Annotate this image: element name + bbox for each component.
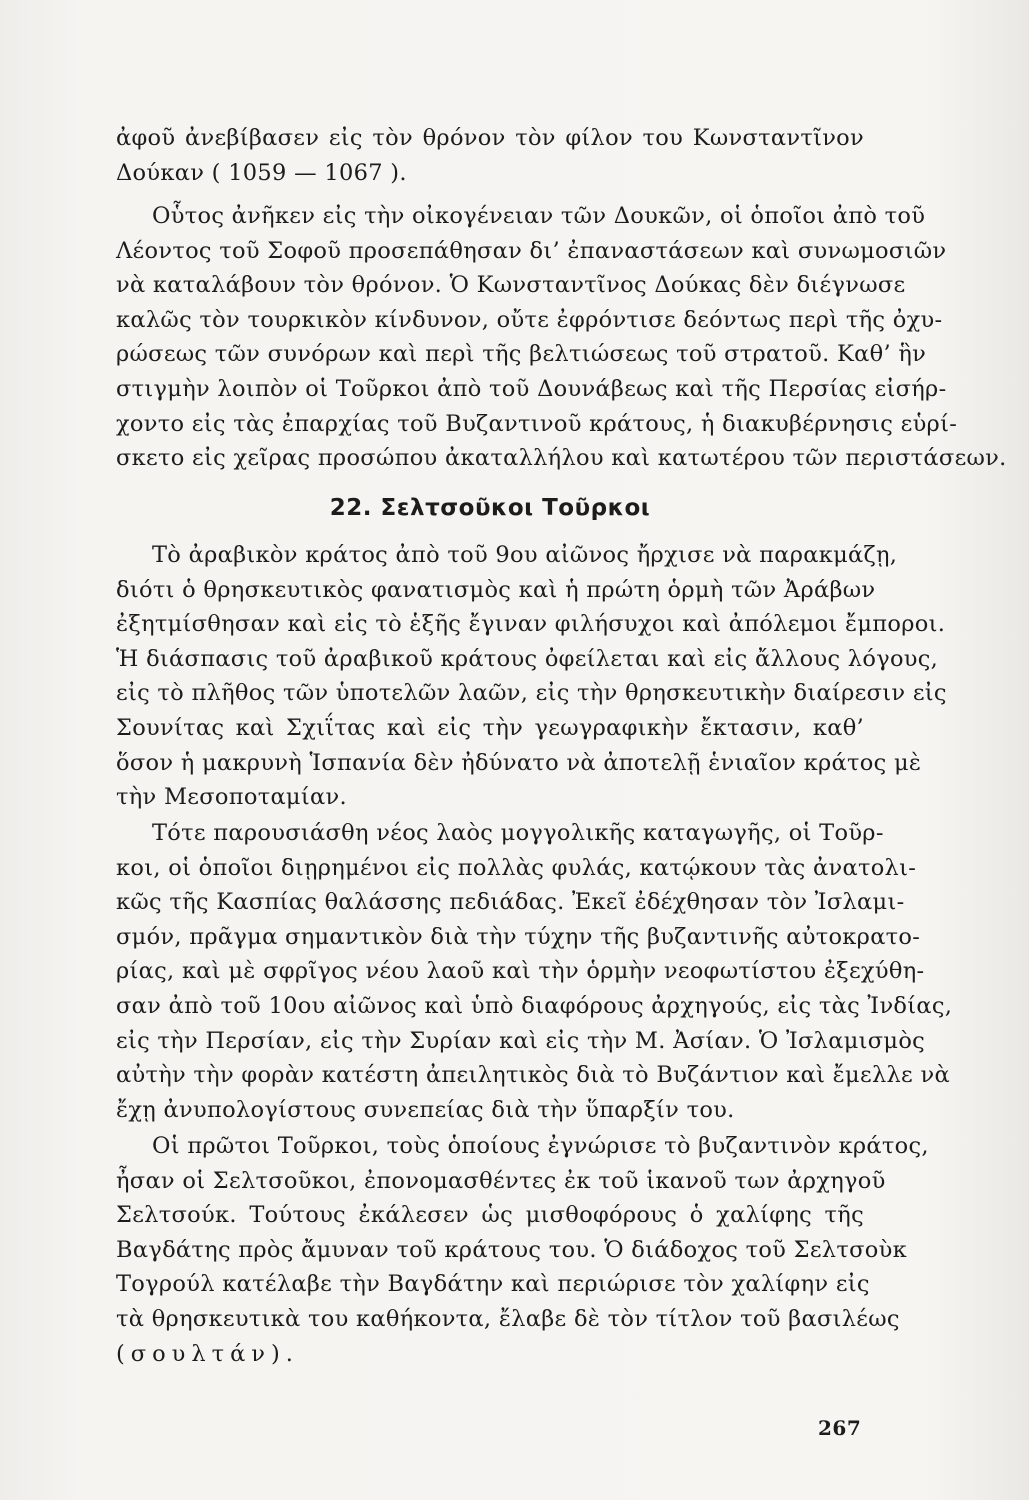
text-line: ἦσαν οἱ Σελτσοῦκοι, ἐπονομασθέντες ἐκ τοῦ ἱκανοῦ των ἀρχηγοῦ: [116, 1167, 886, 1194]
text-line: σαν ἀπὸ τοῦ 10ου αἰῶνος καὶ ὑπὸ διαφόρους ἀρχηγούς, εἰς τὰς Ἰνδίας,: [116, 992, 953, 1019]
text-line: Τογρούλ κατέλαβε τὴν Βαγδάτην καὶ περιώρισε τὸν χαλίφην εἰς: [116, 1271, 870, 1298]
text-line: Σουνίτας καὶ Σχιΐτας καὶ εἰς τὴν γεωγραφικὴν ἔκτασιν, καθ’: [116, 714, 864, 741]
text-line: Σελτσούκ. Τούτους ἐκάλεσεν ὡς μισθοφόρους ὁ χαλίφης τῆς: [116, 1202, 864, 1229]
section-heading: 22. Σελτσοῦκοι Τοῦρκοι: [329, 495, 651, 521]
text-line: Τότε παρουσιάσθη νέος λαὸς μογγολικῆς καταγωγῆς, οἱ Τοῦρ-: [152, 820, 884, 846]
paragraph-seljuks: [116, 1129, 929, 1371]
text-line: σκετο εἰς χεῖρας προσώπου ἀκαταλλήλου καὶ κατωτέρου τῶν περιστάσεων.: [116, 445, 1007, 472]
text-line: Δούκαν ( 1059 — 1067 ).: [116, 159, 407, 186]
text-line: ὅσον ἡ μακρυνὴ Ἱσπανία δὲν ἠδύνατο νὰ ἀποτελῇ ἑνιαῖον κράτος μὲ: [116, 749, 922, 776]
text-line: ρώσεως τῶν συνόρων καὶ περὶ τῆς βελτιώσεως τοῦ στρατοῦ. Καθ’ ἣν: [116, 341, 927, 368]
text-line: κοι, οἱ ὁποῖοι διῃρημένοι εἰς πολλὰς φυλάς, κατῴκουν τὰς ἀνατολι-: [116, 854, 917, 881]
text-line: Οὗτος ἀνῆκεν εἰς τὴν οἰκογένειαν τῶν Δουκῶν, οἱ ὁποῖοι ἀπὸ τοῦ: [152, 203, 926, 229]
paragraph-continuation: [116, 121, 864, 190]
text-line: καλῶς τὸν τουρκικὸν κίνδυνον, οὔτε ἐφρόντισε δεόντως περὶ τῆς ὀχυ-: [116, 306, 943, 333]
text-line: Οἱ πρῶτοι Τοῦρκοι, τοὺς ὁποίους ἐγνώρισε τὸ βυζαντινὸν κράτος,: [152, 1133, 929, 1159]
text-line: Τὸ ἀραβικὸν κράτος ἀπὸ τοῦ 9ου αἰῶνος ἤρχισε νὰ παρακμάζῃ,: [152, 542, 898, 568]
text-line: ρίας, καὶ μὲ σφρῖγος νέου λαοῦ καὶ τὴν ὁρμὴν νεοφωτίστου ἐξεχύθη-: [116, 958, 925, 985]
text-line: νὰ καταλάβουν τὸν θρόνον. Ὁ Κωνσταντῖνος Δούκας δὲν διέγνωσε: [116, 272, 906, 299]
text-line: ἀφοῦ ἀνεβίβασεν εἰς τὸν θρόνον τὸν φίλον του Κωνσταντῖνον: [116, 125, 864, 151]
text-line: ἐξητμίσθησαν καὶ εἰς τὸ ἑξῆς ἔγιναν φιλήσυχοι καὶ ἀπόλεμοι ἔμποροι.: [116, 611, 946, 638]
text-line: (σουλτάν).: [116, 1340, 299, 1367]
text-line: διότι ὁ θρησκευτικὸς φανατισμὸς καὶ ἡ πρώτη ὁρμὴ τῶν Ἀράβων: [116, 576, 876, 603]
paragraph-turks: [116, 816, 953, 1127]
text-line: Ἡ διάσπασις τοῦ ἀραβικοῦ κράτους ὀφείλεται καὶ εἰς ἄλλους λόγους,: [116, 645, 939, 672]
text-line: τὰ θρησκευτικὰ του καθήκοντα, ἔλαβε δὲ τὸν τίτλον τοῦ βασιλέως: [116, 1305, 900, 1332]
paragraph-doukas: [116, 199, 1007, 476]
text-line: Βαγδάτης πρὸς ἄμυναν τοῦ κράτους του. Ὁ διάδοχος τοῦ Σελτσοὺκ: [116, 1236, 907, 1263]
text-line: αὐτὴν τὴν φορὰν κατέστη ἀπειλητικὸς διὰ τὸ Βυζάντιον καὶ ἔμελλε νὰ: [116, 1062, 950, 1089]
text-line: εἰς τὴν Περσίαν, εἰς τὴν Συρίαν καὶ εἰς τὴν Μ. Ἀσίαν. Ὁ Ἰσλαμισμὸς: [116, 1027, 926, 1054]
text-line: κῶς τῆς Κασπίας θαλάσσης πεδιάδας. Ἐκεῖ ἐδέχθησαν τὸν Ἰσλαμι-: [116, 889, 905, 916]
text-line: εἰς τὸ πλῆθος τῶν ὑποτελῶν λαῶν, εἰς τὴν θρησκευτικὴν διαίρεσιν εἰς: [116, 680, 947, 707]
paragraph-arab-state: [116, 538, 947, 815]
text-line: χοντο εἰς τὰς ἐπαρχίας τοῦ Βυζαντινοῦ κράτους, ἡ διακυβέρνησις εὑρί-: [116, 410, 958, 437]
text-line: ἔχῃ ἀνυπολογίστους συνεπείας διὰ τὴν ὕπαρξίν του.: [116, 1096, 735, 1123]
text-line: τὴν Μεσοποταμίαν.: [116, 784, 347, 811]
text-line: Λέοντος τοῦ Σοφοῦ προσεπάθησαν δι’ ἐπαναστάσεων καὶ συνωμοσιῶν: [116, 237, 947, 264]
page-number: 267: [818, 1416, 862, 1440]
text-line: στιγμὴν λοιπὸν οἱ Τοῦρκοι ἀπὸ τοῦ Δουνάβεως καὶ τῆς Περσίας εἰσήρ-: [116, 375, 947, 402]
text-line: σμόν, πρᾶγμα σημαντικὸν διὰ τὴν τύχην τῆς βυζαντινῆς αὐτοκρατο-: [116, 923, 921, 950]
